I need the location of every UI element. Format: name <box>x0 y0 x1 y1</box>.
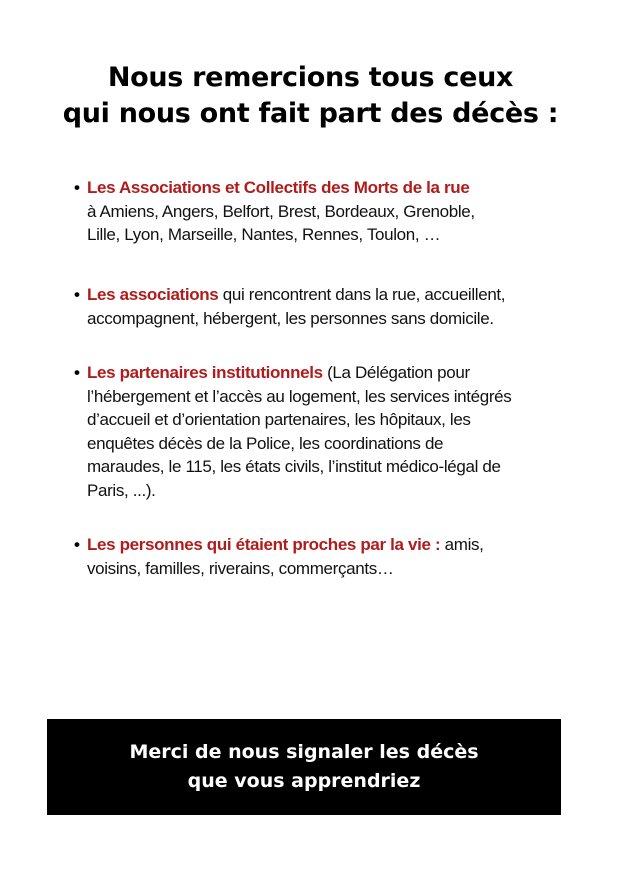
cta-line-1: Merci de nous signaler les décès <box>129 741 479 763</box>
item-line: voisins, familles, riverains, commerçants… <box>87 558 394 578</box>
bullet-icon: • <box>74 285 80 304</box>
item-line: enquêtes décès de la Police, les coordinations de <box>87 433 444 453</box>
cta-line-2: que vous apprendriez <box>187 770 421 792</box>
item-line: à Amiens, Angers, Belfort, Brest, Bordeaux, Grenoble, <box>87 201 475 221</box>
item-rest: (La Délégation pour <box>322 363 470 382</box>
list-item-partenaires <box>74 361 511 502</box>
page-title <box>0 60 621 132</box>
item-lead: Les personnes qui étaient proches par la vie : <box>87 535 441 554</box>
list-item-associations <box>74 283 505 330</box>
title-line-1: Nous remercions tous ceux <box>107 62 514 93</box>
list-item-associations-collectifs <box>74 176 475 247</box>
bullet-icon: • <box>74 178 80 197</box>
bullet-icon: • <box>74 363 80 382</box>
item-line: Paris, ...). <box>87 480 156 500</box>
item-line: maraudes, le 115, les états civils, l’institut médico-légal de <box>87 457 501 476</box>
item-line: accompagnent, hébergent, les personnes sans domicile. <box>87 308 494 328</box>
item-rest: amis, <box>440 535 484 554</box>
title-line-2: qui nous ont fait part des décès : <box>62 98 559 129</box>
list-item-personnes-proches <box>74 533 484 580</box>
item-lead: Les associations <box>87 285 219 304</box>
item-line: d’accueil et d’orientation partenaires, les hôpitaux, les <box>87 410 471 429</box>
bullet-icon: • <box>74 535 80 554</box>
item-rest: qui rencontrent dans la rue, accueillent, <box>218 285 506 304</box>
item-line: l’hébergement et l’accès au logement, les services intégrés <box>87 386 512 406</box>
item-lead: Les Associations et Collectifs des Morts de la rue <box>87 178 470 197</box>
call-to-action-banner <box>47 719 561 815</box>
item-line: Lille, Lyon, Marseille, Nantes, Rennes, Toulon, … <box>87 225 441 244</box>
item-lead: Les partenaires institutionnels <box>87 363 323 382</box>
